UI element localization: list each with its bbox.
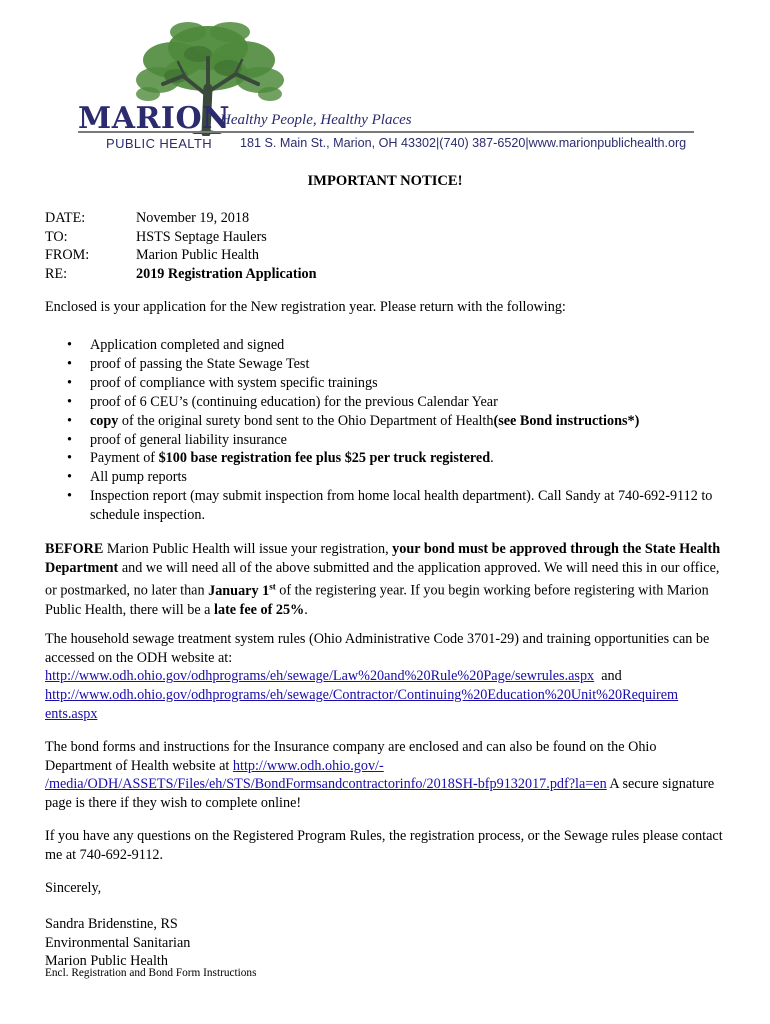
memo-block (45, 209, 317, 283)
list-item (45, 487, 735, 525)
requirement-bold: (see Bond instructions*) (493, 412, 640, 429)
list-item (45, 468, 735, 487)
memo-from-row (45, 246, 317, 265)
list-item (45, 355, 735, 374)
requirement-text: proof of compliance with system specific trainings (90, 374, 378, 391)
requirement-text: proof of 6 CEU’s (continuing education) for the previous Calendar Year (90, 393, 498, 410)
continuing-education-link[interactable]: http://www.odh.ohio.gov/odhprograms/eh/sewage/Contractor/Continuing%20Education%20Unit%20Requirem ents.aspx (45, 687, 679, 722)
list-item (45, 412, 735, 431)
to-label: TO: (45, 228, 68, 245)
requirement-text: Inspection report (may submit inspection from home local health department). Call Sandy at 740-692-9112 to schedule inspection. (90, 488, 713, 524)
requirement-text: Payment of (90, 450, 159, 467)
requirement-text: proof of general liability insurance (90, 431, 287, 448)
closing: Sincerely, (45, 880, 102, 896)
questions-paragraph: If you have any questions on the Registered Program Rules, the registration process, or the Sewage rules please contact me at 740-692-9112. (45, 828, 723, 863)
org-name: MARION (78, 101, 231, 136)
bullet-icon: • (67, 450, 72, 467)
from-value: Marion Public Health (136, 247, 259, 263)
intro-text: Enclosed is your application for the New registration year. Please return with the following: (45, 299, 566, 315)
list-item (45, 431, 735, 450)
notice-title: IMPORTANT NOTICE! (307, 173, 463, 189)
requirement-bold: copy (90, 412, 119, 429)
requirement-text: Application completed and signed (90, 337, 285, 353)
bullet-icon: • (67, 337, 72, 353)
memo-re-row (45, 265, 317, 284)
contact-address: 181 S. Main St., Marion, OH 43302|(740) 387-6520|www.marionpublichealth.org (240, 136, 687, 150)
org-subtitle: PUBLIC HEALTH (106, 136, 213, 151)
memo-to-row (45, 228, 317, 247)
requirement-bold: $100 base registration fee plus $25 per truck registered (158, 450, 491, 467)
bullet-icon: • (67, 412, 72, 429)
enclosure-note: Encl. Registration and Bond Form Instructions (45, 967, 257, 979)
list-item (45, 449, 735, 468)
paragraph-text: Marion Public Health will issue your registration, (103, 541, 393, 557)
paragraph-text: and we will need all of the above submitted and the application approved. We will need this in our office, or postmarked, no later than (45, 559, 720, 600)
bullet-icon: • (67, 374, 72, 391)
before-paragraph (45, 540, 725, 620)
list-item (45, 374, 735, 393)
date-label: DATE: (45, 210, 86, 226)
signature-org: Marion Public Health (45, 953, 168, 970)
list-item (45, 336, 735, 355)
memo-date-row (45, 209, 317, 228)
superscript: st (269, 581, 276, 592)
bullet-icon: • (67, 488, 72, 505)
paragraph-text: The household sewage treatment system rules (Ohio Administrative Code 3701-29) and training opportunities can be accessed on the ODH website at: (45, 631, 710, 666)
requirement-text: of the original surety bond sent to the Ohio Department of Health (118, 412, 494, 429)
sewage-rules-link[interactable]: http://www.odh.ohio.gov/odhprograms/eh/sewage/Law%20and%20Rule%20Page/sewrules.aspx (45, 668, 595, 685)
signature-title: Environmental Sanitarian (45, 934, 191, 951)
bond-forms-link[interactable]: http://www.odh.ohio.gov/- /media/ODH/ASSETS/Files/eh/STS/BondFormsandcontractorinfo/2018SH-bfp9132017.pdf?la=en (45, 757, 607, 793)
paragraph-text: The bond forms and instructions for the Insurance company are enclosed and can also be found on the Ohio Department of Health website at (45, 739, 657, 774)
bond-paragraph (45, 738, 725, 813)
bold-text: BEFORE (45, 541, 104, 557)
date-value: November 19, 2018 (136, 210, 250, 226)
paragraph-text: of the registering year. If you begin working before registering with Marion Public Health, there will be a (45, 583, 709, 618)
bold-text (208, 583, 276, 599)
requirements-list (45, 336, 735, 525)
paragraph-text: . (304, 601, 308, 618)
re-label: RE: (45, 265, 68, 282)
bullet-icon: • (67, 393, 72, 410)
requirement-text: . (490, 450, 494, 467)
signature-block (45, 915, 190, 971)
from-label: FROM: (45, 247, 90, 263)
paragraph-text: and (601, 668, 622, 685)
bullet-icon: • (67, 355, 72, 372)
bold-text: late fee of 25% (214, 601, 305, 618)
re-value: 2019 Registration Application (136, 265, 317, 282)
bold-text: January 1 (208, 583, 270, 600)
signature-name: Sandra Bridenstine, RS (45, 916, 178, 932)
paragraph-text: A secure signature page is there if they wish to complete online! (45, 776, 715, 812)
bullet-icon: • (67, 469, 72, 486)
bullet-icon: • (67, 431, 72, 448)
to-value: HSTS Septage Haulers (136, 228, 267, 245)
tagline: Healthy People, Healthy Places (220, 112, 412, 128)
rules-paragraph (45, 630, 725, 724)
header-rule (78, 131, 694, 133)
requirement-text: proof of passing the State Sewage Test (90, 355, 310, 372)
bold-text: your bond must be approved through the State Health Department (45, 541, 721, 576)
requirement-text: All pump reports (90, 469, 187, 486)
list-item (45, 393, 735, 412)
